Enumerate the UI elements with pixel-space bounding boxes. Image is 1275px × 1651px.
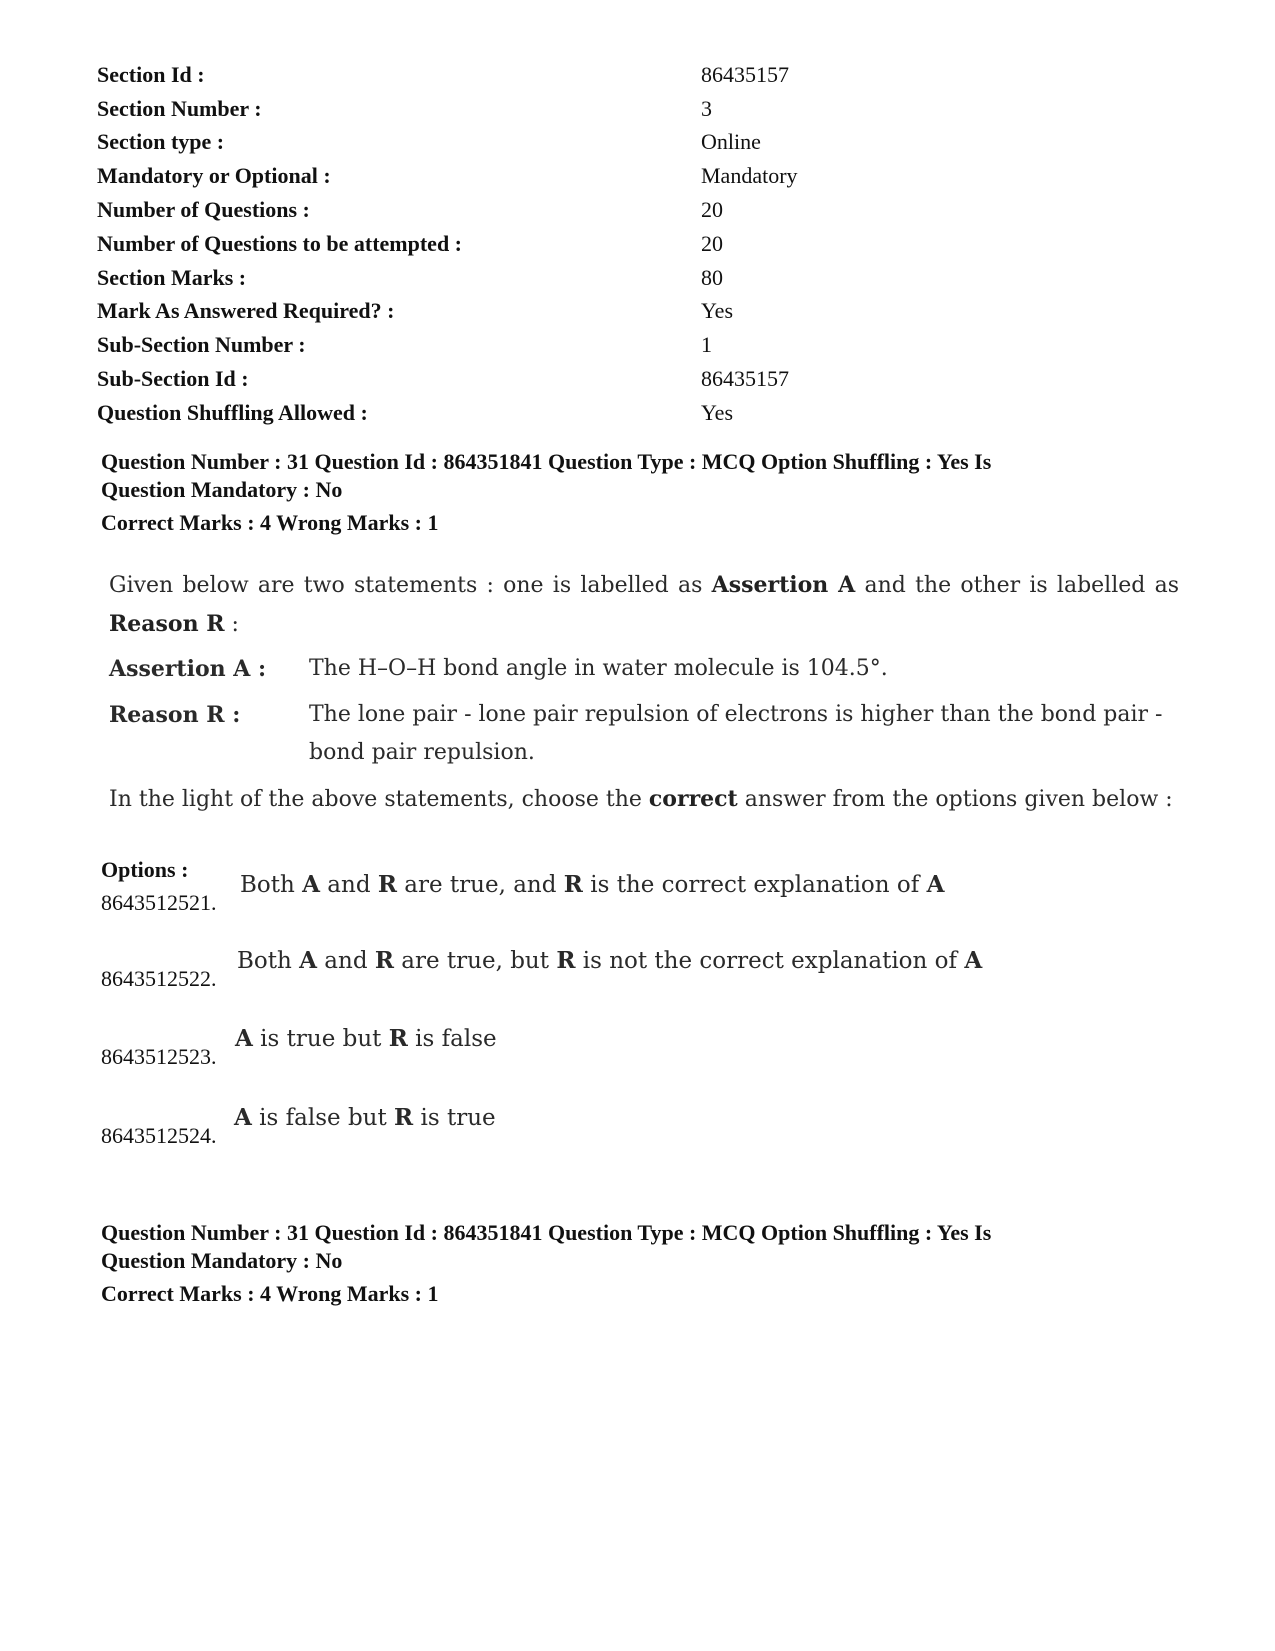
section-info-label: Mark As Answered Required? : <box>97 298 395 324</box>
section-info-value: 20 <box>701 230 723 256</box>
section-info-value: 1 <box>701 332 712 358</box>
section-info-row <box>97 159 917 193</box>
question-body <box>109 566 1179 819</box>
option-id: 8643512523. <box>101 1044 217 1069</box>
option-item <box>101 948 1101 992</box>
section-info-value: Online <box>701 129 761 155</box>
section-info-value: 86435157 <box>701 61 789 87</box>
question-mandatory-line: Question Mandatory : No <box>101 477 343 502</box>
section-info-value: 80 <box>701 264 723 290</box>
question-marks: Correct Marks : 4 Wrong Marks : 1 <box>101 510 439 535</box>
section-info-label: Sub-Section Id : <box>97 366 249 392</box>
section-info-row <box>97 193 917 227</box>
question-meta-line: Question Number : 31 Question Id : 864351841 Question Type : MCQ Option Shuffling : Yes Is <box>101 449 992 474</box>
section-info-row <box>97 261 917 295</box>
section-info-label: Section Number : <box>97 95 262 121</box>
section-info-value: 3 <box>701 95 712 121</box>
option-text: Both A and R are true, but R is not the correct explanation of A <box>237 947 983 974</box>
section-info-row <box>97 396 917 430</box>
options-label: Options : <box>101 857 189 882</box>
section-info-label: Mandatory or Optional : <box>97 163 331 189</box>
question-mandatory-line: Question Mandatory : No <box>101 1248 343 1273</box>
section-info-table <box>97 58 917 430</box>
reason-statement <box>109 696 1179 780</box>
section-info-row <box>97 126 917 160</box>
section-info-row <box>97 92 917 126</box>
section-info-row <box>97 227 917 261</box>
question-header <box>101 1219 1121 1308</box>
section-info-label: Question Shuffling Allowed : <box>97 399 368 425</box>
section-info-label: Number of Questions : <box>97 197 310 223</box>
question-instruction: In the light of the above statements, choose the correct answer from the options given below : <box>109 786 1173 812</box>
option-item <box>101 1105 1101 1149</box>
assertion-text: The H–O–H bond angle in water molecule is 104.5°. <box>309 656 888 681</box>
section-info-value: 20 <box>701 197 723 223</box>
section-info-label: Section type : <box>97 129 225 155</box>
section-info-row <box>97 295 917 329</box>
option-text: Both A and R are true, and R is the correct explanation of A <box>240 871 945 898</box>
section-info-row <box>97 58 917 92</box>
option-id: 8643512522. <box>101 966 217 991</box>
question-intro: Given below are two statements : one is labelled as Assertion A and the other is labelled as Reason R : <box>109 572 1179 637</box>
question-meta-line: Question Number : 31 Question Id : 864351841 Question Type : MCQ Option Shuffling : Yes Is <box>101 1220 992 1245</box>
reason-label: Reason R : <box>109 702 241 728</box>
section-info-label: Sub-Section Number : <box>97 332 306 358</box>
section-info-row <box>97 328 917 362</box>
question-header <box>101 448 1121 537</box>
option-id: 8643512521. <box>101 890 217 915</box>
question-marks: Correct Marks : 4 Wrong Marks : 1 <box>101 1281 439 1306</box>
section-info-label: Number of Questions to be attempted : <box>97 230 463 256</box>
section-info-value: 86435157 <box>701 366 789 392</box>
assertion-statement <box>109 650 1179 696</box>
option-item <box>101 1026 1101 1070</box>
option-item <box>101 872 1101 916</box>
reason-text: The lone pair - lone pair repulsion of electrons is higher than the bond pair - bond pair repulsion. <box>309 702 1163 765</box>
option-text: A is false but R is true <box>234 1104 496 1131</box>
option-text: A is true but R is false <box>235 1025 497 1052</box>
section-info-value: Yes <box>701 399 734 425</box>
section-info-label: Section Marks : <box>97 264 247 290</box>
section-info-row <box>97 362 917 396</box>
section-info-value: Yes <box>701 298 734 324</box>
section-info-value: Mandatory <box>701 163 798 189</box>
option-id: 8643512524. <box>101 1123 217 1148</box>
section-info-label: Section Id : <box>97 61 205 87</box>
assertion-label: Assertion A : <box>109 656 267 682</box>
